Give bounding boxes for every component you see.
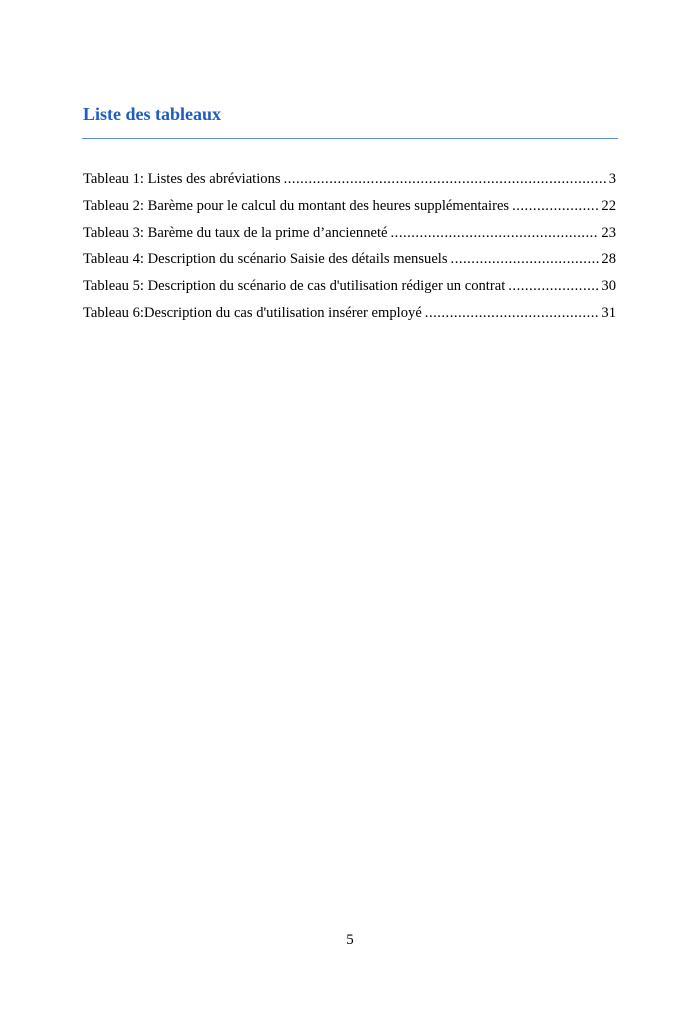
toc-entry-title: Tableau 2: Barème pour le calcul du montant des heures supplémentaires [83, 197, 510, 214]
toc-entry-6[interactable] [83, 303, 616, 330]
toc-entry-title: Tableau 6:Description du cas d'utilisation insérer employé [83, 304, 422, 321]
toc-entry-page: 22 [601, 197, 616, 214]
toc-dot-leader [451, 249, 600, 269]
toc-entry-page: 31 [601, 304, 616, 321]
toc-entry-page: 28 [601, 251, 616, 268]
toc-entry-2[interactable] [83, 196, 616, 223]
toc-dot-leader [284, 169, 607, 189]
toc-entry-page: 30 [601, 278, 616, 295]
toc-entry-3[interactable] [83, 223, 616, 250]
table-list [83, 169, 616, 330]
toc-dot-leader [508, 276, 599, 296]
toc-entry-title: Tableau 4: Description du scénario Saisie des détails mensuels [83, 251, 448, 268]
page-number: 5 [346, 932, 354, 948]
toc-entry-page: 3 [608, 171, 616, 187]
toc-entry-page: 23 [601, 224, 616, 241]
toc-entry-4[interactable] [83, 249, 616, 276]
heading-underline-rule [82, 138, 618, 139]
toc-entry-title: Tableau 1: Listes des abréviations [83, 171, 281, 187]
toc-entry-5[interactable] [83, 276, 616, 303]
toc-dot-leader [512, 196, 599, 216]
toc-dot-leader [391, 223, 600, 243]
toc-entry-title: Tableau 5: Description du scénario de cas d'utilisation rédiger un contrat [83, 278, 506, 295]
section-heading: Liste des tableaux [83, 104, 222, 124]
toc-entry-title: Tableau 3: Barème du taux de la prime d’ancienneté [83, 224, 388, 241]
toc-entry-1[interactable] [83, 169, 616, 196]
toc-dot-leader [425, 303, 600, 323]
